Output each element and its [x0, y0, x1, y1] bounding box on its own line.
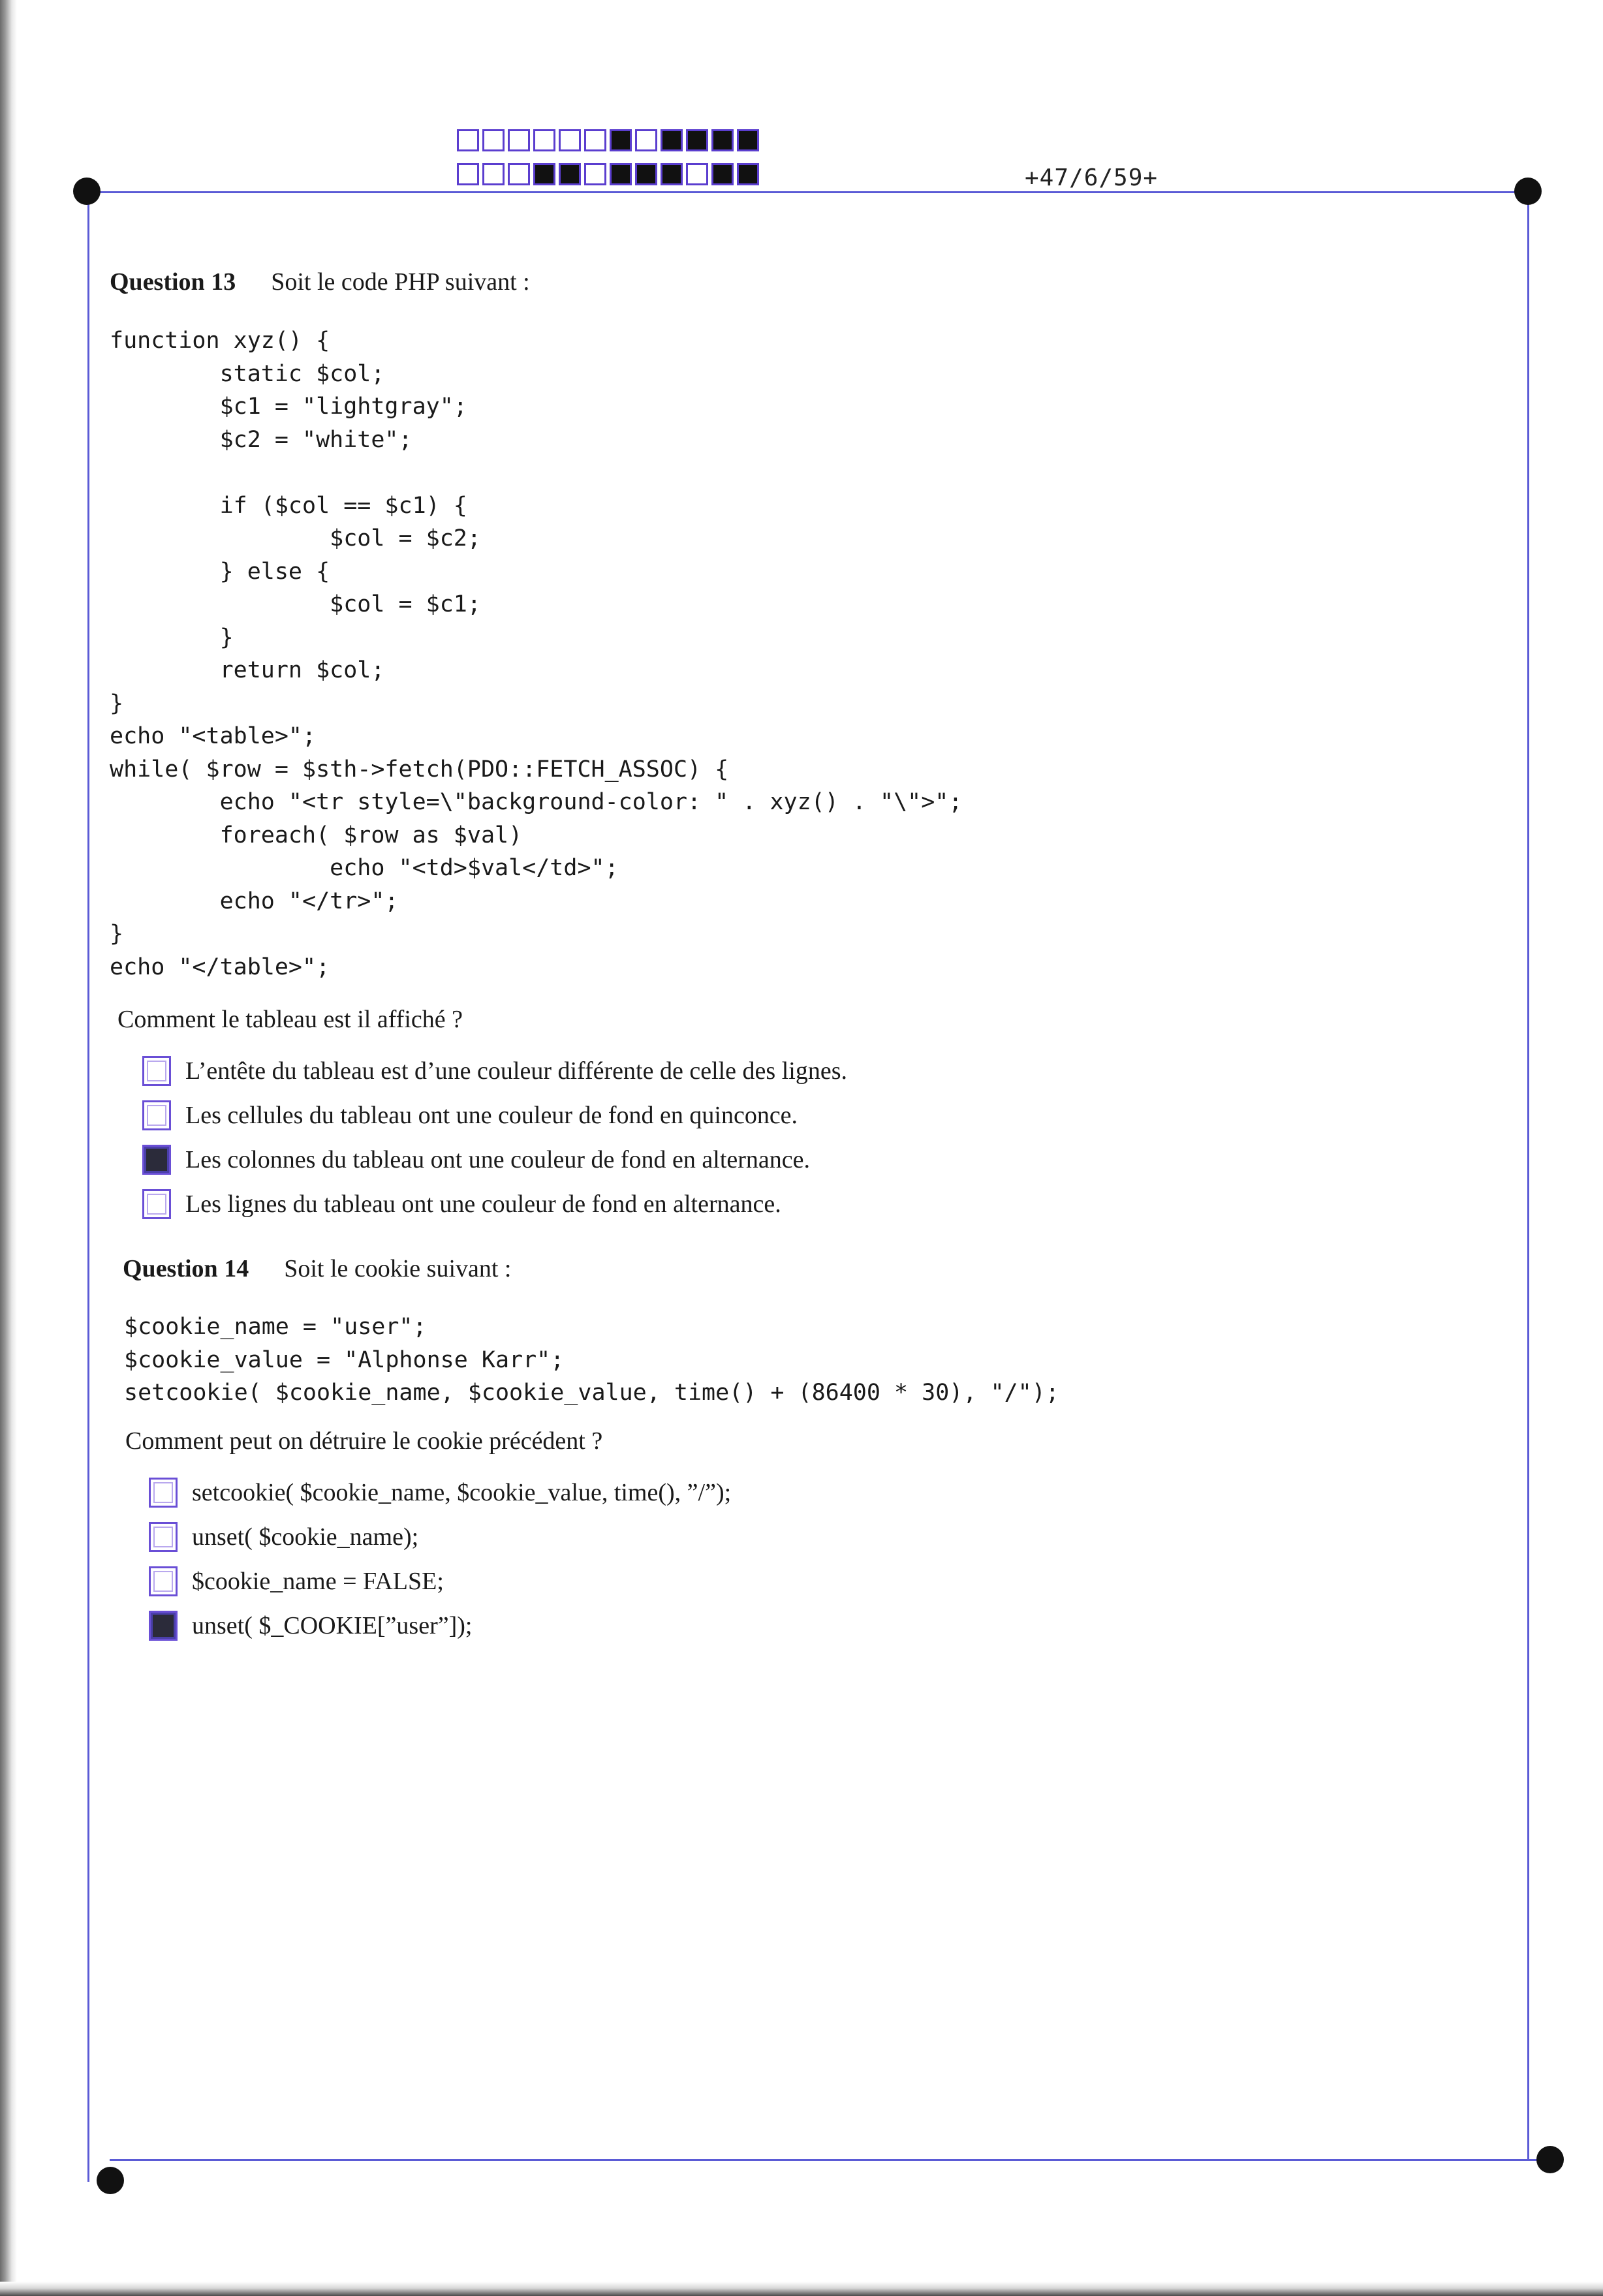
corner-mark-top-right [1514, 178, 1542, 205]
frame-left-line [87, 191, 89, 2182]
frame-bottom-line [110, 2159, 1549, 2161]
q13-option-3-label: Les colonnes du tableau ont une couleur de fond en alternance. [185, 1146, 811, 1173]
barcode-bit [533, 163, 555, 185]
barcode-bit [711, 129, 734, 151]
q14-option-2-label: unset( $cookie_name); [192, 1523, 419, 1551]
frame-top-line [87, 191, 1527, 193]
question-14-heading [123, 1254, 512, 1283]
barcode-bit [737, 129, 759, 151]
scan-bottom-edge [0, 2282, 1603, 2296]
q13-option-2-label: Les cellules du tableau ont une couleur de fond en quinconce. [185, 1102, 798, 1129]
question-13-code: function xyz() { static $col; $c1 = "lightgray"; $c2 = "white"; if ($col == $c1) { $col = $c2; } else { $col = $c1; } return $col; } echo "<table>"; while( $row = $sth->fetch(PDO::FETCH_ASSOC) { echo "<tr style=\"background-color: " . xyz() . "\">"; foreach( $row as $val) echo "<td>$val</td>"; echo "</tr>"; } echo "</table>"; [110, 328, 963, 980]
q13-option-1-checkbox[interactable] [142, 1056, 171, 1086]
q13-option-1[interactable] [142, 1056, 847, 1086]
q14-option-2-checkbox[interactable] [149, 1522, 178, 1552]
barcode-bit [686, 163, 708, 185]
q13-option-3-checkbox[interactable] [142, 1145, 171, 1175]
frame-right-line [1527, 191, 1529, 2159]
barcode-row-1 [457, 129, 762, 151]
corner-mark-top-left [73, 178, 101, 205]
question-13-number: Question 13 [110, 268, 236, 296]
barcode-bit [610, 129, 632, 151]
question-13-prompt: Comment le tableau est il affiché ? [117, 1006, 463, 1033]
q14-option-3[interactable] [149, 1566, 444, 1596]
q14-option-3-label: $cookie_name = FALSE; [192, 1568, 444, 1595]
q13-option-4-label: Les lignes du tableau ont une couleur de fond en alternance. [185, 1190, 781, 1218]
q14-option-4[interactable] [149, 1611, 472, 1641]
question-13-title: Soit le code PHP suivant : [271, 268, 530, 296]
barcode-bit [482, 163, 505, 185]
barcode-bit [457, 163, 479, 185]
barcode-bit [559, 163, 581, 185]
barcode-bit [635, 129, 657, 151]
barcode-bit [584, 163, 606, 185]
barcode-bit [711, 163, 734, 185]
barcode-bit [661, 163, 683, 185]
q14-option-1-checkbox[interactable] [149, 1478, 178, 1508]
q13-option-2[interactable] [142, 1100, 798, 1130]
barcode-bit [559, 129, 581, 151]
barcode-bit [482, 129, 505, 151]
q13-option-4[interactable] [142, 1189, 781, 1219]
barcode-bit [686, 129, 708, 151]
barcode-bit [635, 163, 657, 185]
q14-option-4-checkbox[interactable] [149, 1611, 178, 1641]
barcode-bit [508, 163, 530, 185]
corner-mark-bottom-right [1536, 2146, 1564, 2173]
barcode-bit [533, 129, 555, 151]
q14-option-1[interactable] [149, 1478, 731, 1508]
barcode-bit [584, 129, 606, 151]
q14-option-2[interactable] [149, 1522, 418, 1552]
barcode-bit [737, 163, 759, 185]
barcode-bit [610, 163, 632, 185]
page-id: +47/6/59+ [1025, 164, 1159, 191]
q13-option-3[interactable] [142, 1145, 810, 1175]
q14-option-3-checkbox[interactable] [149, 1566, 178, 1596]
question-14-title: Soit le cookie suivant : [284, 1255, 512, 1282]
q13-option-1-label: L’entête du tableau est d’une couleur différente de celle des lignes. [185, 1057, 847, 1085]
barcode-bit [457, 129, 479, 151]
q13-option-2-checkbox[interactable] [142, 1100, 171, 1130]
barcode-bit [661, 129, 683, 151]
corner-mark-bottom-left [97, 2167, 124, 2194]
scan-edge [0, 0, 17, 2296]
barcode-row-2 [457, 163, 762, 185]
q14-option-4-label: unset( $_COOKIE[”user”]); [192, 1612, 473, 1639]
q13-option-4-checkbox[interactable] [142, 1189, 171, 1219]
q14-option-1-label: setcookie( $cookie_name, $cookie_value, time(), ”/”); [192, 1479, 732, 1506]
question-13-heading [110, 268, 530, 296]
question-14-code: $cookie_name = "user"; $cookie_value = "Alphonse Karr"; setcookie( $cookie_name, $cookie_value, time() + (86400 * 30), "/"); [124, 1314, 1059, 1406]
question-14-prompt: Comment peut on détruire le cookie précédent ? [125, 1427, 603, 1455]
question-14-number: Question 14 [123, 1255, 249, 1282]
barcode-bit [508, 129, 530, 151]
